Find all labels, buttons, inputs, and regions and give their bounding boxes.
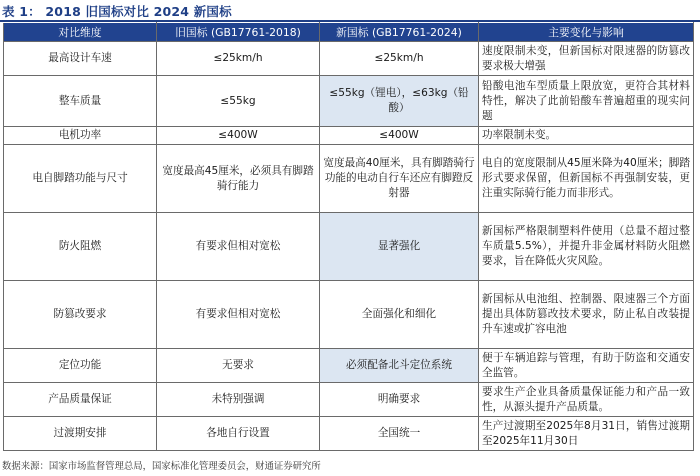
new-standard-cell: 明确要求 xyxy=(320,383,479,417)
dimension-cell: 产品质量保证 xyxy=(4,383,157,417)
impact-cell: 电自的宽度限制从45厘米降为40厘米；脚踏形式要求保留，但新国标不再强制安装，更注重实际骑行能力而非形式。 xyxy=(479,145,694,213)
impact-cell: 新国标从电池组、控制器、限速器三个方面提出具体防篡改技术要求，防止私自改装提升车速或扩容电池 xyxy=(479,281,694,349)
header-row xyxy=(4,23,694,42)
table-row xyxy=(4,383,694,417)
impact-cell: 新国标严格限制塑料件使用（总量不超过整车质量5.5%），并提升非金属材料防火阻燃要求，旨在降低火灾风险。 xyxy=(479,213,694,281)
table-row xyxy=(4,76,694,127)
old-standard-cell: 各地自行设置 xyxy=(157,417,320,451)
old-standard-cell: 有要求但相对宽松 xyxy=(157,213,320,281)
old-standard-cell: ≤25km/h xyxy=(157,42,320,76)
comparison-table xyxy=(3,22,694,451)
impact-cell: 生产过渡期至2025年8月31日，销售过渡期至2025年11月30日 xyxy=(479,417,694,451)
dimension-cell: 过渡期安排 xyxy=(4,417,157,451)
header-dimension: 对比维度 xyxy=(4,23,157,42)
old-standard-cell: ≤400W xyxy=(157,127,320,145)
source-note: 数据来源：国家市场监督管理总局，国家标准化管理委员会，财通证券研究所 xyxy=(2,461,321,472)
new-standard-cell: 必须配备北斗定位系统 xyxy=(320,349,479,383)
old-standard-cell: 宽度最高45厘米，必须具有脚踏骑行能力 xyxy=(157,145,320,213)
old-standard-cell: 未特别强调 xyxy=(157,383,320,417)
table-title: 表 1： 2018 旧国标对比 2024 新国标 xyxy=(2,4,232,19)
new-standard-cell: ≤25km/h xyxy=(320,42,479,76)
impact-cell: 铅酸电池车型质量上限放宽，更符合其材料特性，解决了此前铅酸车普遍超重的现实问题 xyxy=(479,76,694,127)
table-row xyxy=(4,213,694,281)
old-standard-cell: 有要求但相对宽松 xyxy=(157,281,320,349)
new-standard-cell: 显著强化 xyxy=(320,213,479,281)
dimension-cell: 电机功率 xyxy=(4,127,157,145)
header-impact: 主要变化与影响 xyxy=(479,23,694,42)
dimension-cell: 防篡改要求 xyxy=(4,281,157,349)
old-standard-cell: ≤55kg xyxy=(157,76,320,127)
dimension-cell: 电自脚踏功能与尺寸 xyxy=(4,145,157,213)
new-standard-cell: ≤400W xyxy=(320,127,479,145)
impact-cell: 功率限制未变。 xyxy=(479,127,694,145)
table-row xyxy=(4,349,694,383)
header-old-standard: 旧国标 (GB17761-2018) xyxy=(157,23,320,42)
new-standard-cell: 宽度最高40厘米，具有脚踏骑行功能的电动自行车还应有脚蹬反射器 xyxy=(320,145,479,213)
impact-cell: 便于车辆追踪与管理，有助于防盗和交通安全监管。 xyxy=(479,349,694,383)
impact-cell: 要求生产企业具备质量保证能力和产品一致性，从源头提升产品质量。 xyxy=(479,383,694,417)
table-row xyxy=(4,417,694,451)
dimension-cell: 最高设计车速 xyxy=(4,42,157,76)
new-standard-cell: ≤55kg（锂电），≤63kg（铅酸） xyxy=(320,76,479,127)
dimension-cell: 防火阻燃 xyxy=(4,213,157,281)
new-standard-cell: 全国统一 xyxy=(320,417,479,451)
impact-cell: 速度限制未变，但新国标对限速器的防篡改要求极大增强 xyxy=(479,42,694,76)
table-row xyxy=(4,127,694,145)
table-row xyxy=(4,42,694,76)
new-standard-cell: 全面强化和细化 xyxy=(320,281,479,349)
dimension-cell: 定位功能 xyxy=(4,349,157,383)
table-row xyxy=(4,281,694,349)
header-new-standard: 新国标 (GB17761-2024) xyxy=(320,23,479,42)
dimension-cell: 整车质量 xyxy=(4,76,157,127)
old-standard-cell: 无要求 xyxy=(157,349,320,383)
table-row xyxy=(4,145,694,213)
